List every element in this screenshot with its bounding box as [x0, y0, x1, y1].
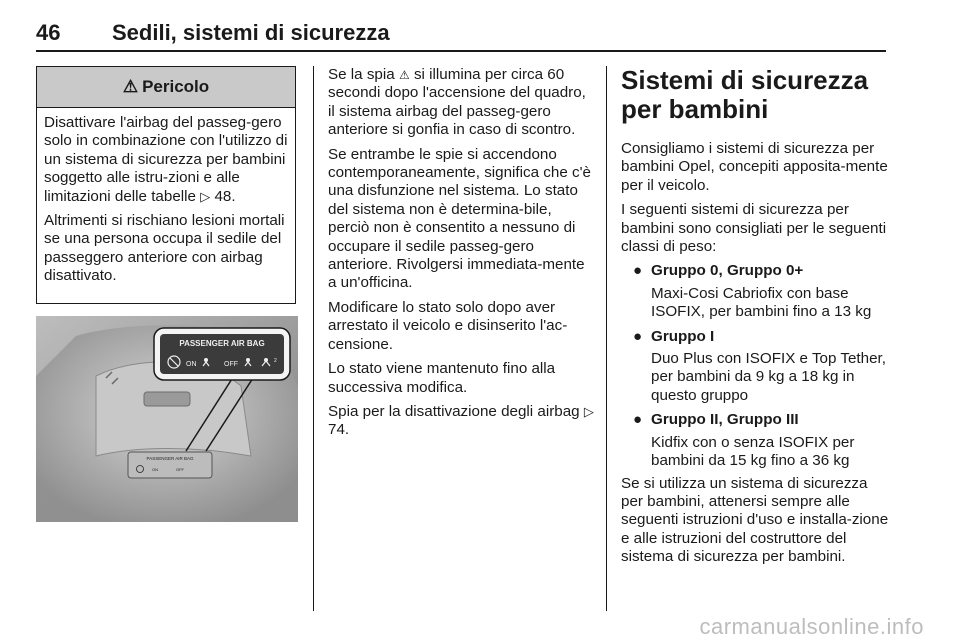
col2-paragraph-3: Modificare lo stato solo dopo aver arrestato il veicolo e disinserito l'ac-censione. — [328, 298, 568, 353]
panel-title: PASSENGER AIR BAG — [146, 456, 194, 461]
col2-page-ref[interactable]: 74. — [328, 421, 350, 439]
reference-arrow-icon: ▷ — [583, 403, 594, 419]
col2-paragraph-4: Lo stato viene mantenuto fino alla successiva modifica. — [328, 360, 556, 396]
warning-body — [37, 108, 295, 286]
col2-p5-text: Spia per la disattivazione degli airbag — [328, 402, 580, 420]
panel-off-label: OFF — [176, 467, 184, 472]
warning-paragraph — [44, 114, 288, 206]
list-item-title: Gruppo II, Gruppo III — [651, 411, 799, 429]
col3-paragraph-2: I seguenti sistemi di sicurezza per bambini sono consigliati per le seguenti classi di peso: — [621, 201, 887, 256]
bullet-icon: ● — [633, 411, 643, 429]
callout-title: PASSENGER AIR BAG — [179, 339, 265, 348]
col2-paragraph-5 — [328, 403, 594, 440]
right-column — [621, 66, 891, 573]
col3-paragraph-3: Se si utilizza un sistema di sicurezza per bambini, attenersi sempre alle seguenti istruzioni d'uso e installa-zione e alle istruzioni del costruttore del sistema di sicurezza per bambini. — [621, 474, 889, 566]
warning-text: Disattivare l'airbag del passeg-gero solo in combinazione con l'utilizzo di un sistema di sicurezza per bambini soggetto alle istru-zioni e alle limitazioni delle tabelle — [44, 114, 288, 205]
warning-header — [37, 67, 295, 108]
bullet-icon: ● — [633, 327, 643, 345]
airbag-panel-illustration — [36, 316, 298, 522]
list-item-title: Gruppo I — [651, 327, 715, 345]
warning-paragraph-2: Altrimenti si rischiano lesioni mortali se una persona occupa il sedile del passeggero anteriore con airbag disattivato. — [44, 212, 285, 285]
warning-heading: Pericolo — [142, 77, 210, 96]
bullet-icon: ● — [633, 262, 643, 280]
panel-on-label: ON — [152, 467, 158, 472]
list-item — [621, 411, 891, 470]
column-divider-2 — [606, 66, 607, 611]
reference-arrow-icon: ▷ — [200, 188, 211, 204]
warning-triangle-icon: ⚠ — [122, 77, 139, 96]
warning-page-ref[interactable]: 48. — [214, 187, 236, 205]
list-item-title: Gruppo 0, Gruppo 0+ — [651, 262, 804, 280]
callout-off-label: OFF — [224, 361, 238, 368]
col3-paragraph-1: Consigliamo i sistemi di sicurezza per bambini Opel, concepiti apposita-mente per il veicolo. — [621, 140, 888, 194]
list-item-text: Kidfix con o senza ISOFIX per bambini da 15 kg fino a 36 kg — [651, 433, 855, 470]
callout-number: 2 — [274, 358, 277, 364]
page-number: 46 — [36, 20, 61, 45]
watermark: carmanualsonline.info — [699, 614, 924, 639]
middle-column — [328, 66, 594, 446]
col2-paragraph-1 — [328, 66, 594, 140]
warning-box — [36, 66, 296, 304]
header-rule — [36, 50, 886, 52]
airbag-off-lamp-icon: ⚠ — [398, 68, 410, 82]
column-divider-1 — [313, 66, 314, 611]
list-item-text: Duo Plus con ISOFIX e Top Tether, per bambini da 9 kg a 18 kg in questo gruppo — [651, 350, 886, 404]
callout-on-label: ON — [186, 361, 197, 368]
section-heading: Sistemi di sicurezza per bambini — [621, 65, 869, 124]
list-item-text: Maxi-Cosi Cabriofix con base ISOFIX, per bambini fino a 13 kg — [651, 284, 872, 321]
list-item — [621, 262, 891, 321]
page-title: Sedili, sistemi di sicurezza — [112, 20, 390, 45]
col2-p1-end: si illumina per circa 60 secondi dopo l'accensione del quadro, il sistema airbag del passeg-gero anteriore si gonfia in caso di scontro. — [328, 66, 586, 139]
list-item — [621, 328, 891, 406]
col2-p1-start: Se la spia — [328, 66, 395, 83]
col2-paragraph-2: Se entrambe le spie si accendono contemporaneamente, significa che c'è una disfunzione nel sistema. Lo stato del sistema non è determina-bile, perciò non è consentito a nessuno di occupare il sedile passeg-gero anteriore. Rivolgersi immediata-mente a un'officina. — [328, 145, 591, 292]
